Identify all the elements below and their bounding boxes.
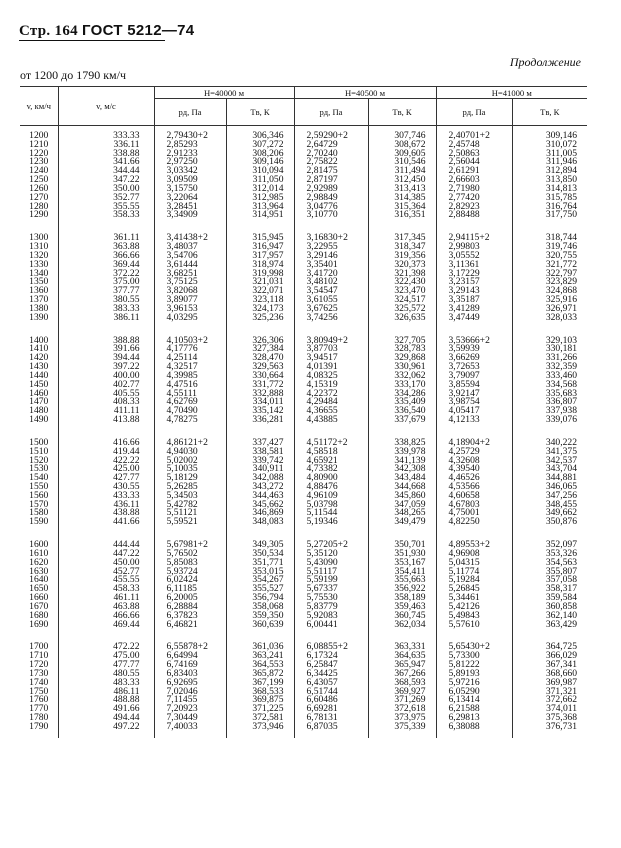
table-row — [20, 533, 587, 635]
cell-t2: 317,345 318,347 319,356 320,373 321,398 322,430 323,470 324,517 325,572 326,635 — [368, 226, 436, 328]
cell-v-kmh: 1300 1310 1320 1330 1340 1350 1360 1370 1380 1390 — [20, 226, 58, 328]
table-row — [20, 329, 587, 431]
page-header — [19, 22, 194, 40]
cell-t2: 307,746 308,672 309,605 310,546 311,494 312,450 313,413 314,385 315,364 316,351 — [368, 126, 436, 227]
cell-v-ms: 361.11 363.88 366.66 369.44 372.22 375.00 377.77 380.55 383.33 386.11 — [58, 226, 154, 328]
cell-p2: 2,59290+2 2,64729 2,70240 2,75822 2,81475 2,87197 2,92989 2,98849 3,04776 3,10770 — [294, 126, 368, 227]
cell-t3: 309,146 310,072 311,005 311,946 312,894 313,850 314,813 315,785 316,764 317,750 — [545, 130, 577, 221]
cell-t2: 363,331 364,635 365,947 367,266 368,593 369,927 371,269 372,618 373,975 375,339 — [368, 635, 436, 737]
cell-p2: 3,16830+2 3,22955 3,29146 3,35401 3,41720 3,48102 3,54547 3,61055 3,67625 3,74256 — [294, 226, 368, 328]
col-header-p3: pд, Па — [436, 99, 512, 126]
altitude-header-2: H=40500 м — [294, 87, 436, 99]
col-header-v-kmh: v, км/ч — [20, 87, 58, 126]
table-row — [20, 226, 587, 328]
cell-t3: 364,725 366,029 367,341 368,660 369,987 371,321 372,662 374,011 375,368 376,731 — [545, 641, 577, 732]
cell-v-kmh: 1500 1510 1520 1530 1540 1550 1560 1570 1580 1590 — [20, 431, 58, 533]
cell-t3: 340,222 341,375 342,537 343,704 344,881 346,065 347,256 348,455 349,662 350,876 — [545, 436, 577, 528]
header-rule — [19, 40, 165, 41]
cell-p3: 3,53666+2 3,59939 3,66269 3,72653 3,79097 3,85594 3,92147 3,98754 4,05417 4,12133 — [436, 329, 512, 431]
cell-v-ms: 472.22 475.00 477.77 480.55 483.33 486.11 488.88 491.66 494.44 497.22 — [58, 635, 154, 737]
cell-t1: 337,427 338,581 339,742 340,911 342,088 343,272 344,463 345,662 346,869 348,083 — [226, 431, 294, 533]
standard-number: ГОСТ 5212—74 — [82, 22, 195, 39]
cell-t2: 338,825 339,978 341,139 342,308 343,484 344,668 345,860 347,059 348,265 349,479 — [368, 431, 436, 533]
range-note: от 1200 до 1790 км/ч — [20, 68, 126, 82]
cell-v-kmh: 1600 1610 1620 1630 1640 1650 1660 1670 1680 1690 — [20, 533, 58, 635]
col-header-p1: pд, Па — [154, 99, 226, 126]
atmosphere-table — [20, 86, 587, 738]
table-row — [20, 635, 587, 737]
cell-v-ms: 333.33 336.11 338.88 341.66 344.44 347.22 350.00 352.77 355.55 358.33 — [58, 126, 154, 227]
col-header-t1: Tв, К — [226, 99, 294, 126]
continuation-label: Продолжение — [509, 55, 581, 69]
table-row — [20, 126, 587, 227]
table-body — [20, 126, 587, 738]
cell-t1: 361,036 363,241 364,553 365,872 367,199 368,533 369,875 371,225 372,581 373,946 — [226, 635, 294, 737]
col-header-p2: pд, Па — [294, 99, 368, 126]
cell-p1: 4,10503+2 4,17776 4,25114 4,32517 4,39985 4,47516 4,55111 4,62769 4,70490 4,78275 — [154, 329, 226, 431]
cell-t1: 326,306 327,384 328,470 329,563 330,664 331,772 332,888 334,011 335,142 336,281 — [226, 329, 294, 431]
cell-v-ms: 444.44 447.22 450.00 452.77 455.55 458.33 461.11 463.88 466.66 469.44 — [58, 533, 154, 635]
cell-v-ms: 388.88 391.66 394.44 397.22 400.00 402.77 405.55 408.33 411.11 413.88 — [58, 329, 154, 431]
cell-p2: 3,80949+2 3,87703 3,94517 4,01391 4,08325 4,15319 4,22372 4,29484 4,36655 4,43885 — [294, 329, 368, 431]
cell-p2: 6,08855+2 6,17324 6,25847 6,34425 6,43057 6,51744 6,60486 6,69281 6,78131 6,87035 — [294, 635, 368, 737]
cell-p2: 4,51172+2 4,58518 4,65921 4,73382 4,80900 4,88476 4,96109 5,03798 5,11544 5,19346 — [294, 431, 368, 533]
col-header-t2: Tв, К — [368, 99, 436, 126]
cell-p3: 5,65430+2 5,73300 5,81222 5,89193 5,97216 6,05290 6,13414 6,21588 6,29813 6,38088 — [436, 635, 512, 737]
table-row — [20, 431, 587, 533]
cell-t3: 318,744 319,746 320,755 321,772 322,797 323,829 324,868 325,916 326,971 328,033 — [545, 232, 577, 323]
cell-t2: 350,701 351,930 353,167 354,411 355,663 356,922 358,189 359,463 360,745 362,034 — [368, 533, 436, 635]
altitude-header-3: H=41000 м — [436, 87, 587, 99]
cell-t3: 329,103 330,181 331,266 332,359 333,460 334,568 335,683 336,807 337,938 339,076 — [545, 334, 577, 426]
cell-p1: 4,86121+2 4,94030 5,02002 5,10035 5,18129 5,26285 5,34503 5,42782 5,51121 5,59521 — [154, 431, 226, 533]
cell-p1: 2,79430+2 2,85293 2,91233 2,97250 3,03342 3,09509 3,15750 3,22064 3,28451 3,34909 — [154, 126, 226, 227]
col-header-t3: Tв, К — [540, 107, 560, 117]
page-number: Стр. 164 — [19, 23, 78, 39]
cell-t3: 352,097 353,326 354,563 355,807 357,058 358,317 359,584 360,858 362,140 363,429 — [545, 539, 577, 630]
cell-p3: 2,40701+2 2,45748 2,50863 2,56044 2,61291 2,66603 2,71980 2,77420 2,82923 2,88488 — [436, 126, 512, 227]
altitude-header-1: H=40000 м — [154, 87, 294, 99]
cell-p1: 6,55878+2 6,64994 6,74169 6,83403 6,92695 7,02046 7,11455 7,20923 7,30449 7,40033 — [154, 635, 226, 737]
cell-v-kmh: 1400 1410 1420 1430 1440 1450 1460 1470 1480 1490 — [20, 329, 58, 431]
cell-p3: 4,89553+2 4,96908 5,04315 5,11774 5,19284 5,26845 5,34461 5,42126 5,49843 5,57610 — [436, 533, 512, 635]
cell-v-kmh: 1700 1710 1720 1730 1740 1750 1760 1770 1780 1790 — [20, 635, 58, 737]
cell-p3: 4,18904+2 4,25729 4,32608 4,39540 4,46526 4,53566 4,60658 4,67803 4,75001 4,82250 — [436, 431, 512, 533]
cell-t1: 349,305 350,534 351,771 353,015 354,267 355,527 356,794 358,068 359,350 360,639 — [226, 533, 294, 635]
cell-p3: 2,94115+2 2,99803 3,05552 3,11361 3,17229 3,23157 3,29143 3,35187 3,41289 3,47449 — [436, 226, 512, 328]
cell-p1: 5,67981+2 5,76502 5,85083 5,93724 6,02424 6,11185 6,20005 6,28884 6,37823 6,46821 — [154, 533, 226, 635]
cell-p1: 3,41438+2 3,48037 3,54706 3,61444 3,68251 3,75125 3,82068 3,89077 3,96153 4,03295 — [154, 226, 226, 328]
cell-t1: 306,346 307,272 308,206 309,146 310,094 311,050 312,014 312,985 313,964 314,951 — [226, 126, 294, 227]
cell-p2: 5,27205+2 5,35120 5,43090 5,51117 5,59199 5,67337 5,75530 5,83779 5,92083 6,00441 — [294, 533, 368, 635]
col-header-v-ms: v, м/с — [58, 87, 154, 126]
cell-t2: 327,705 328,783 329,868 330,961 332,062 333,170 334,286 335,409 336,540 337,679 — [368, 329, 436, 431]
cell-v-kmh: 1200 1210 1220 1230 1240 1250 1260 1270 1280 1290 — [20, 126, 58, 227]
cell-t1: 315,945 316,947 317,957 318,974 319,998 321,031 322,071 323,118 324,173 325,236 — [226, 226, 294, 328]
cell-v-ms: 416.66 419.44 422.22 425.00 427.77 430.55 433.33 436.11 438.88 441.66 — [58, 431, 154, 533]
